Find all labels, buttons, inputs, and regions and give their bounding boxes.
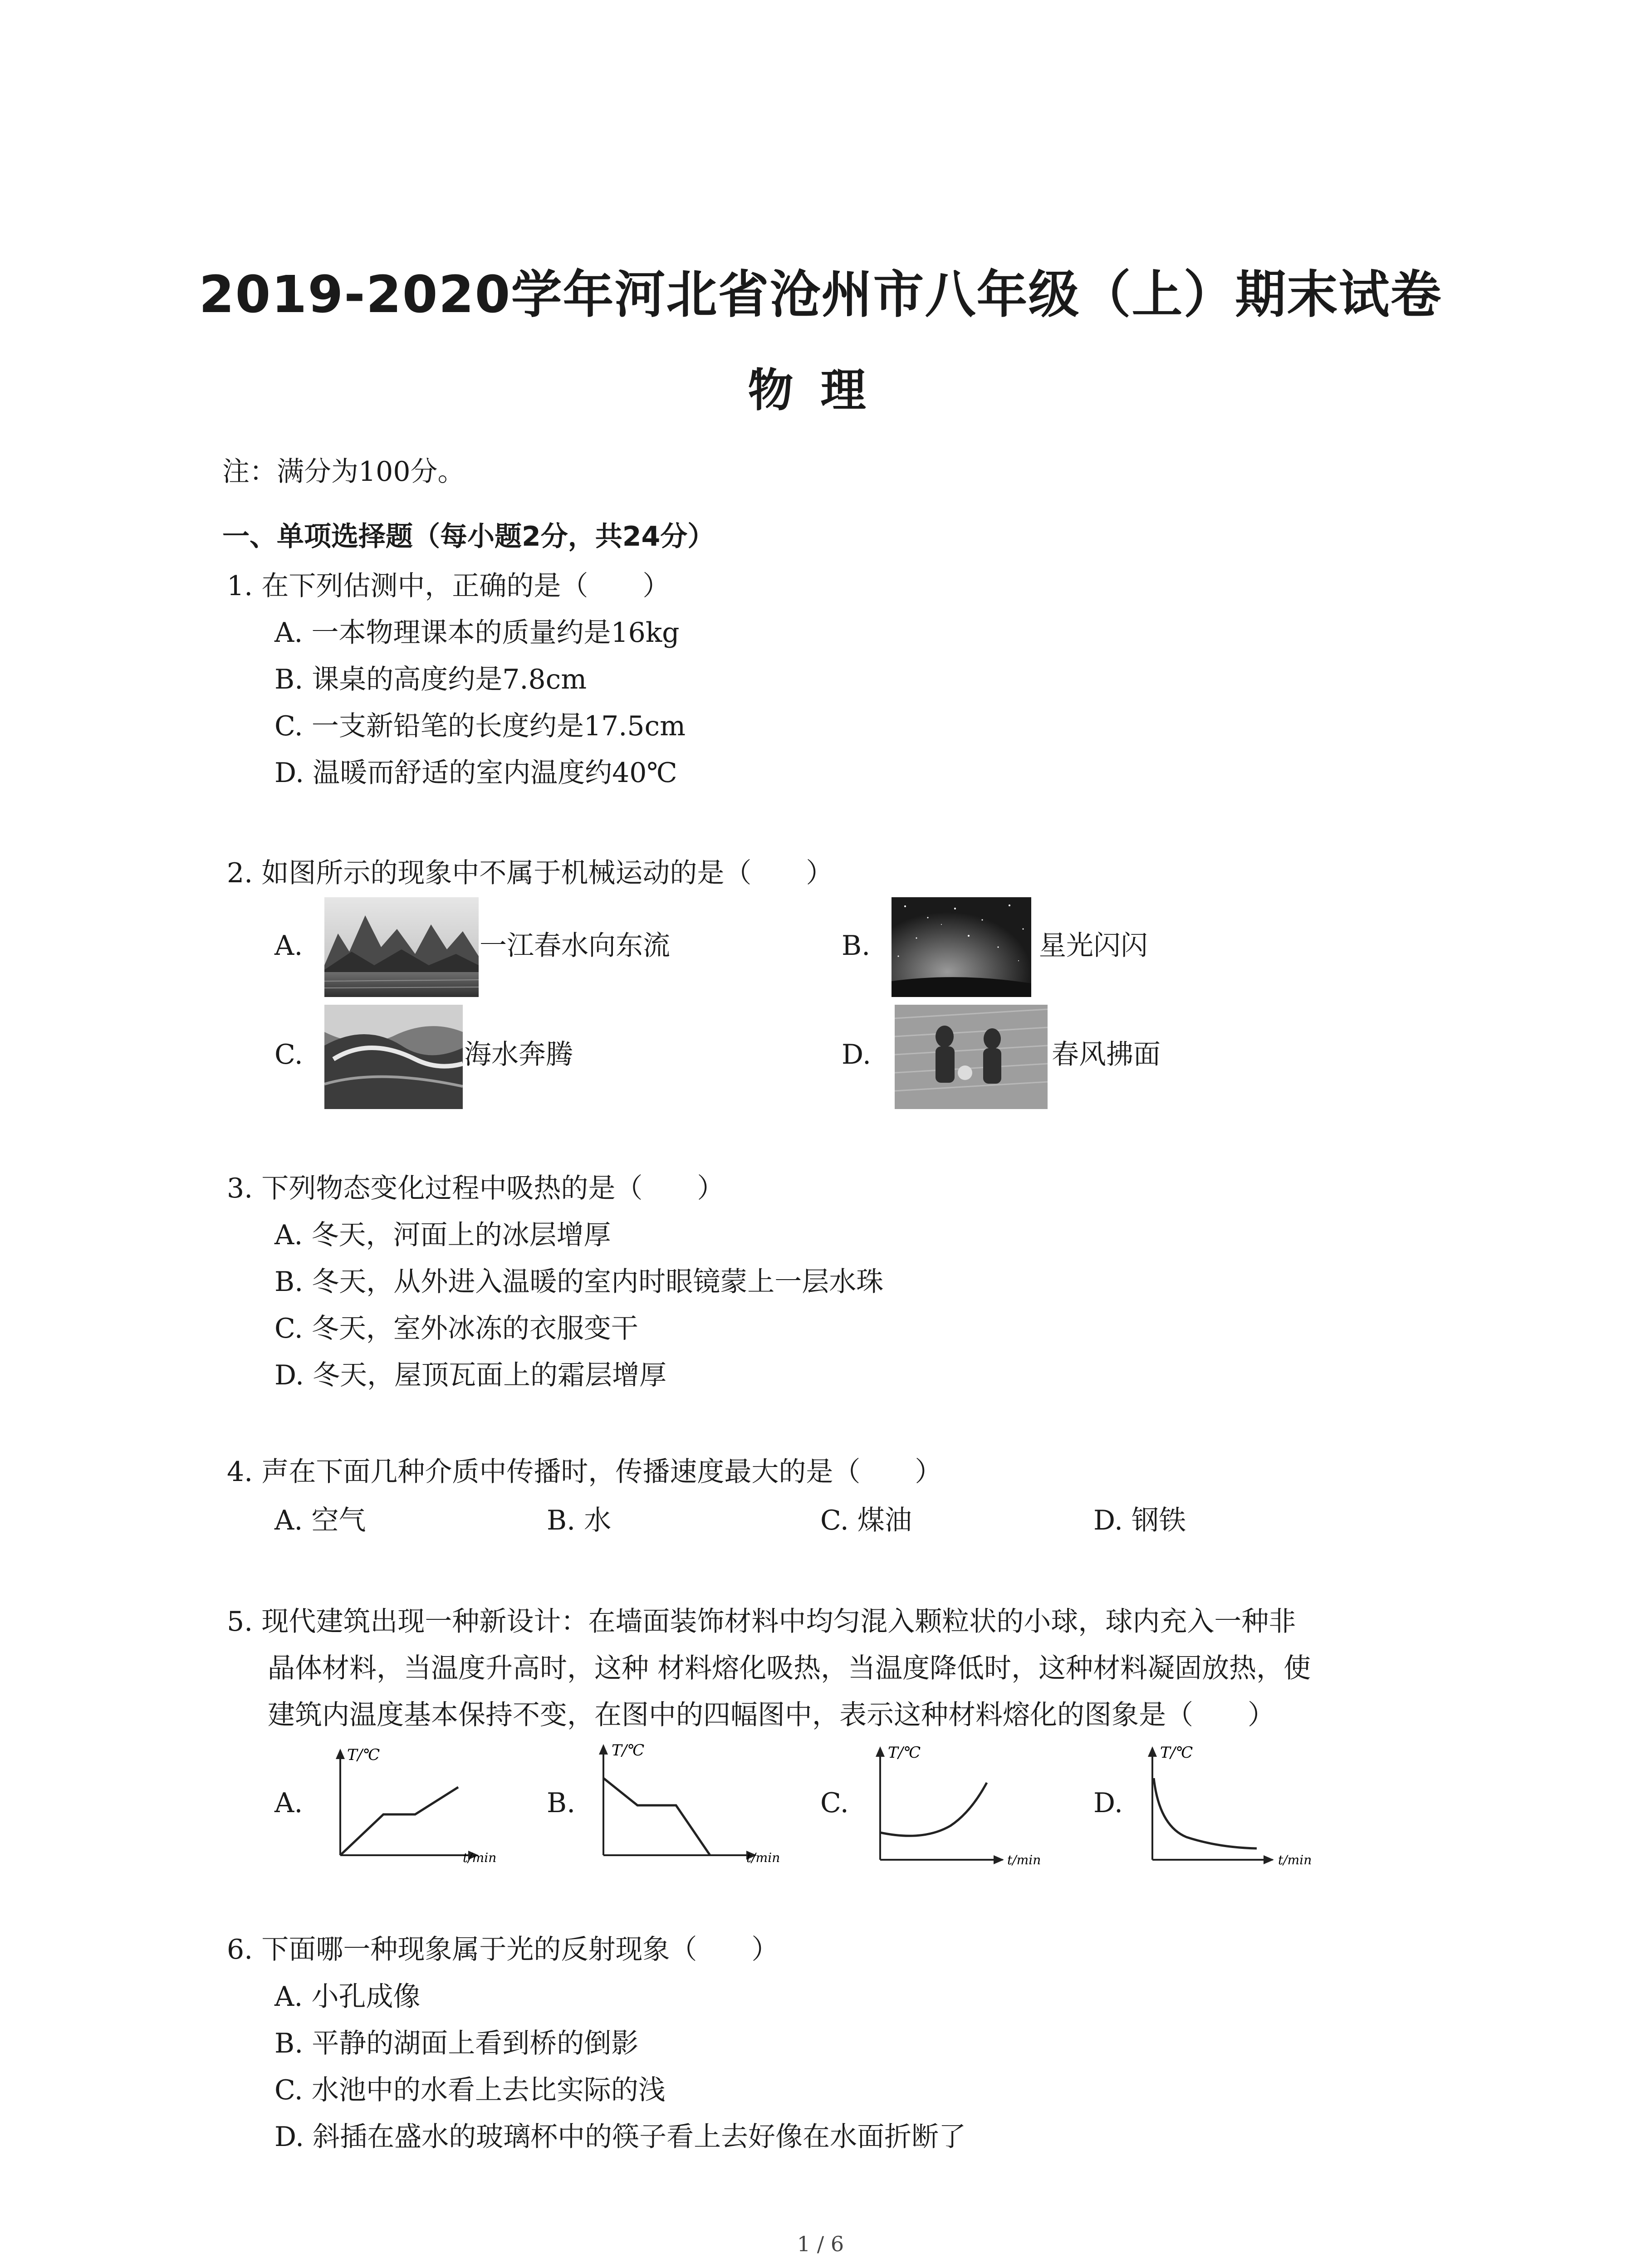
graph-a-y-label: T/℃ [347, 1746, 380, 1764]
question-2-option-b-text: 星光闪闪 [1039, 930, 1148, 962]
graph-a-x-label: t/min [463, 1850, 497, 1864]
graph-d [1146, 1740, 1336, 1867]
section-heading: 一、单项选择题（每小题2分，共24分） [222, 521, 715, 552]
question-6-option-d: D. 斜插在盛水的玻璃杯中的筷子看上去好像在水面折断了 [274, 2121, 966, 2153]
question-5-option-c: C. [820, 1787, 849, 1819]
people-in-wind-photo [895, 1005, 1048, 1109]
question-4-option-b: B. 水 [547, 1505, 612, 1536]
question-2-option-d-text: 春风拂面 [1052, 1039, 1161, 1070]
score-note: 注：满分为100分。 [222, 456, 465, 488]
question-5-option-d: D. [1093, 1787, 1123, 1819]
graph-b [599, 1737, 789, 1864]
question-2-option-a-letter: A. [274, 930, 303, 962]
question-1-option-c: C. 一支新铅笔的长度约是17.5cm [274, 710, 686, 742]
question-2-option-d-letter: D. [842, 1039, 872, 1070]
question-5-option-b: B. [547, 1787, 576, 1819]
question-4-option-c: C. 煤油 [820, 1505, 912, 1536]
graph-c [873, 1740, 1064, 1867]
ocean-wave-photo [324, 1005, 463, 1109]
question-6-option-b: B. 平静的湖面上看到桥的倒影 [274, 2028, 639, 2059]
question-2-option-c-text: 海水奔腾 [464, 1039, 573, 1070]
question-4-option-a: A. 空气 [274, 1505, 366, 1536]
question-1-stem: 1. 在下列估测中，正确的是（ ） [227, 570, 670, 602]
question-1-option-b: B. 课桌的高度约是7.8cm [274, 664, 587, 695]
question-6-option-c: C. 水池中的水看上去比实际的浅 [274, 2074, 666, 2106]
question-2-option-c-letter: C. [274, 1039, 303, 1070]
question-1-option-d: D. 温暖而舒适的室内温度约40℃ [274, 757, 677, 789]
graph-b-y-label: T/℃ [612, 1741, 645, 1760]
page-subtitle: 物理 [748, 364, 893, 417]
question-6-option-a: A. 小孔成像 [274, 1981, 421, 2013]
question-3-option-a: A. 冬天，河面上的冰层增厚 [274, 1219, 611, 1251]
page-title: 2019-2020学年河北省沧州市八年级（上）期末试卷 [199, 265, 1442, 324]
question-3-stem: 3. 下列物态变化过程中吸热的是（ ） [227, 1173, 725, 1204]
graph-c-x-label: t/min [1007, 1853, 1041, 1867]
question-4-stem: 4. 声在下面几种介质中传播时，传播速度最大的是（ ） [227, 1456, 942, 1488]
question-4-option-d: D. 钢铁 [1093, 1505, 1186, 1536]
graph-b-x-label: t/min [746, 1850, 780, 1864]
question-2-stem: 2. 如图所示的现象中不属于机械运动的是（ ） [227, 857, 833, 889]
question-1-option-a: A. 一本物理课本的质量约是16kg [274, 617, 680, 649]
graph-c-y-label: T/℃ [888, 1744, 921, 1762]
question-5-line-1: 5. 现代建筑出现一种新设计：在墙面装饰材料中均匀混入颗粒状的小球，球内充入一种非 [227, 1606, 1296, 1637]
graph-d-y-label: T/℃ [1160, 1744, 1193, 1762]
question-3-option-c: C. 冬天，室外冰冻的衣服变干 [274, 1313, 638, 1344]
river-mountain-photo [324, 897, 479, 997]
question-2-option-a-text: 一江春水向东流 [480, 930, 670, 962]
graph-a [327, 1742, 508, 1864]
question-5-line-2: 晶体材料，当温度升高时，这种 材料熔化吸热，当温度降低时，这种材料凝固放热，使 [268, 1652, 1311, 1684]
question-5-option-a: A. [274, 1787, 303, 1819]
question-2-option-b-letter: B. [842, 930, 871, 962]
question-3-option-b: B. 冬天，从外进入温暖的室内时眼镜蒙上一层水珠 [274, 1266, 884, 1298]
graph-d-x-label: t/min [1278, 1853, 1312, 1867]
question-6-stem: 6. 下面哪一种现象属于光的反射现象（ ） [227, 1934, 779, 1965]
starry-night-photo [892, 897, 1031, 997]
page-number: 1 / 6 [797, 2232, 844, 2256]
question-3-option-d: D. 冬天，屋顶瓦面上的霜层增厚 [274, 1359, 667, 1391]
question-5-line-3: 建筑内温度基本保持不变，在图中的四幅图中，表示这种材料熔化的图象是（ ） [268, 1699, 1275, 1731]
